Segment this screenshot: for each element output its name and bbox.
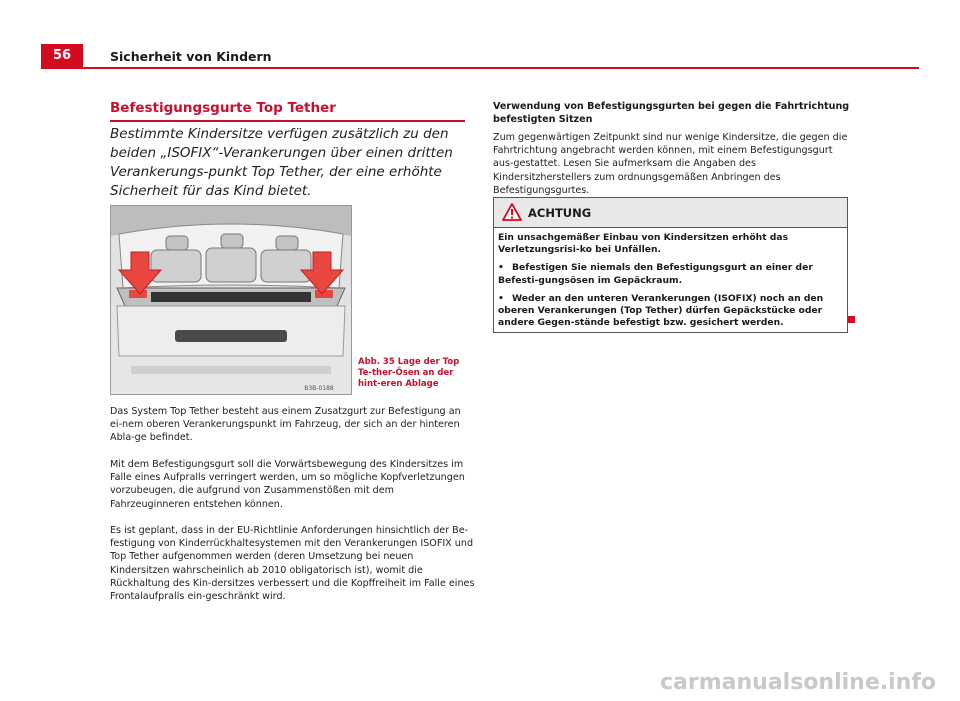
- right-paragraph: Zum gegenwärtigen Zeitpunkt sind nur wenige Kindersitze, die gegen die Fahrtrichtung angebracht werden können, mit einem Befestigungsgurt aus-gestattet. Lesen Sie aufmerksam die Angaben des Kindersitzherstellers zum ordnungsgemäßen Anbringen des Befestigungsgurtes.: [493, 132, 848, 196]
- chapter-title: Sicherheit von Kindern: [110, 49, 272, 64]
- intro-text: Bestimmte Kindersitze verfügen zusätzlich zu den beiden „ISOFIX“-Verankerungen über einen dritten Verankerungs-punkt Top Tether, der eine erhöhte Sicherheit für das Kind bietet.: [110, 126, 453, 199]
- section-end-marker: [848, 316, 855, 323]
- warning-bullet: • Befestigen Sie niemals den Befestigungsgurt an einer der Befesti-gungsösen im Gepäckraum.: [498, 262, 813, 286]
- figure-code: B3B-0188: [304, 385, 334, 392]
- section-title: Befestigungsgurte Top Tether: [110, 100, 336, 116]
- right-heading: Verwendung von Befestigungsgurten bei gegen die Fahrtrichtung befestigten Sitzen: [493, 101, 850, 125]
- warning-bullet: • Weder an den unteren Verankerungen (ISOFIX) noch an den oberen Verankerungen (Top Tether) dürfen Gepäckstücke oder andere Gegen-stände befestigt bzw. gesichert werden.: [498, 292, 824, 329]
- warning-title: ACHTUNG: [528, 206, 592, 220]
- page-number: 56: [41, 44, 83, 68]
- header-rule: [41, 67, 919, 69]
- paragraph-2: Mit dem Befestigungsgurt soll die Vorwärtsbewegung des Kindersitzes im Falle eines Aufpralls verringert werden, um so mögliche Kopfverletzungen vorzubeugen, die aufgrund von Zusammenstößen mit dem Fahrzeuginneren entstehen können.: [110, 459, 465, 510]
- bullet-icon: •: [498, 262, 504, 274]
- bullet-icon: •: [498, 292, 504, 304]
- paragraph-3: Es ist geplant, dass in der EU-Richtlinie Anforderungen hinsichtlich der Be-festigung von Kinderrückhaltesystemen mit den Verankerungen ISOFIX und Top Tether aufgenommen werden (deren Umsetzung bei neuen Kindersitzen wahrscheinlich ab 2010 obligatorisch ist), womit die Rückhaltung des Kin-dersitzes verbessert und die Kopffreiheit im Falle eines Frontalaufpralls ein-geschränkt wird.: [110, 525, 475, 603]
- paragraph-1: Das System Top Tether besteht aus einem Zusatzgurt zur Befestigung an ei-nem oberen Verankerungspunkt im Fahrzeug, der sich an der hinteren Abla-ge befindet.: [110, 406, 461, 444]
- warning-box: [493, 197, 848, 333]
- figure-rear-shelf: [110, 205, 352, 395]
- section-rule: [110, 120, 465, 122]
- warning-lead: Ein unsachgemäßer Einbau von Kindersitzen erhöht das Verletzungsrisi-ko bei Unfällen.: [498, 232, 789, 256]
- warning-header: [494, 198, 847, 228]
- figure-caption: Abb. 35 Lage der Top Te-ther-Ösen an der hint-eren Ablage: [358, 357, 460, 389]
- warning-body: [498, 232, 843, 335]
- watermark: carmanualsonline.info: [660, 670, 936, 695]
- rear-shelf-illustration: [111, 206, 351, 394]
- warning-triangle-icon: [502, 203, 522, 221]
